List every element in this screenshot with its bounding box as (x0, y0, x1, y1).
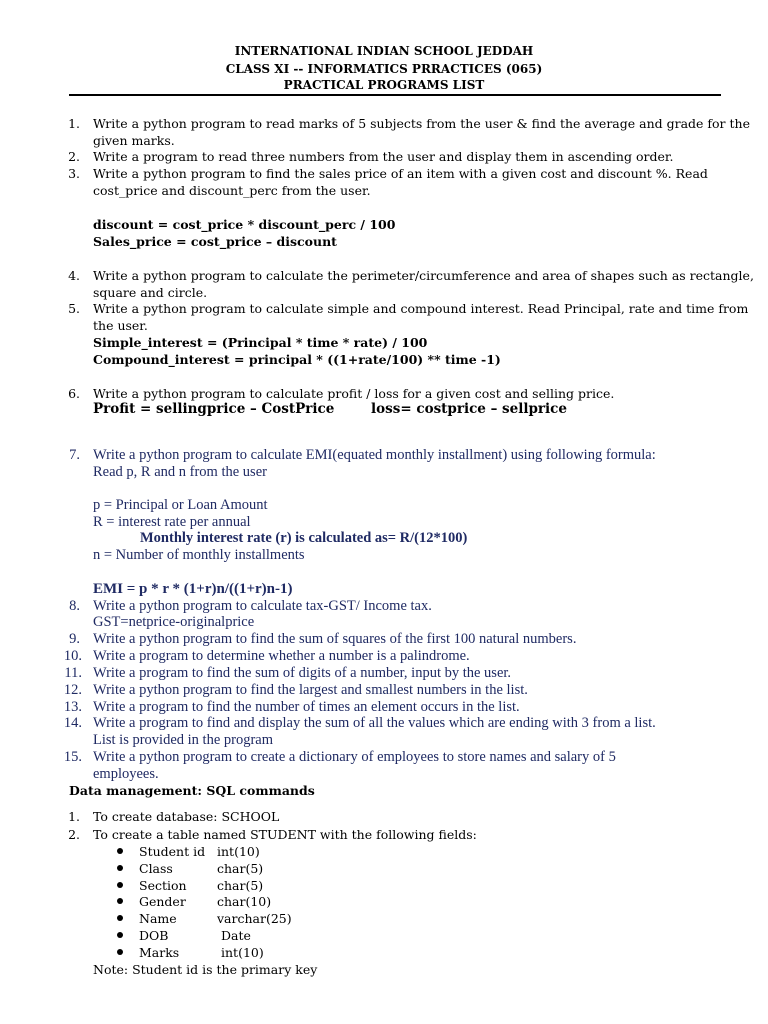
item-number: 6. (68, 386, 80, 401)
bullet-icon (117, 898, 123, 904)
header-rule (69, 94, 721, 96)
item-text: n = Number of monthly installments (93, 547, 305, 563)
field-name: DOB (139, 928, 169, 943)
item-text: Write a python program to find the sum of squares of the first 100 natural numbers. (93, 631, 577, 647)
item-text: Write a python program to calculate EMI(equated monthly installment) using following formula: (93, 447, 656, 463)
item-number: 13. (63, 699, 82, 715)
item-number: 9. (69, 631, 80, 647)
item-number: 12. (63, 682, 82, 698)
item-text: Write a program to find the sum of digits of a number, input by the user. (93, 665, 512, 681)
bullet-icon (117, 932, 123, 938)
item-text: List is provided in the program (93, 732, 274, 748)
item-text: square and circle. (93, 285, 208, 300)
item-text: Write a python program to calculate tax-GST/ Income tax. (93, 598, 432, 614)
formula: Sales_price = cost_price – discount (93, 234, 337, 249)
field-type: char(5) (217, 861, 264, 876)
item-text: Write a python program to find the sales price of an item with a given cost and discount %. Read (93, 166, 708, 181)
formula: Compound_interest = principal * ((1+rate/100) ** time -1) (93, 352, 501, 367)
field-name: Gender (139, 894, 186, 909)
formula: EMI = p * r * (1+r)n/((1+r)n-1) (93, 581, 293, 597)
item-text: Write a python program to create a dictionary of employees to store names and salary of 5 (93, 749, 616, 765)
bullet-icon (117, 848, 123, 854)
field-name: Marks (139, 945, 180, 960)
section-heading: Data management: SQL commands (69, 783, 315, 798)
item-number: 15. (63, 749, 82, 765)
item-text: Write a python program to calculate profit / loss for a given cost and selling price. (93, 386, 615, 401)
item-text: Write a python program to calculate simple and compound interest. Read Principal, rate and time from (93, 301, 749, 316)
item-text: cost_price and discount_perc from the user. (93, 183, 371, 198)
field-name: Student id (139, 844, 206, 859)
item-number: 3. (68, 166, 80, 181)
item-text: Write a program to determine whether a number is a palindrome. (93, 648, 470, 664)
field-type: char(10) (217, 894, 272, 909)
item-text: To create a table named STUDENT with the following fields: (93, 827, 477, 842)
item-number: 2. (68, 149, 80, 164)
item-number: 7. (69, 447, 80, 463)
item-number: 5. (68, 301, 80, 316)
item-text: Write a python program to find the largest and smallest numbers in the list. (93, 682, 528, 698)
formula: loss= costprice – sellprice (371, 401, 567, 417)
bullet-icon (117, 882, 123, 888)
field-type: int(10) (217, 844, 260, 859)
list-title: PRACTICAL PROGRAMS LIST (283, 78, 485, 92)
item-text: employees. (93, 766, 159, 782)
class-title: CLASS XI -- INFORMATICS PRRACTICES (065) (225, 62, 543, 76)
formula: discount = cost_price * discount_perc / 100 (93, 217, 396, 232)
field-type: int(10) (221, 945, 264, 960)
item-number: 11. (64, 665, 82, 681)
item-text: Read p, R and n from the user (93, 464, 267, 480)
item-text: Write a program to read three numbers from the user and display them in ascending order. (93, 149, 674, 164)
item-number: 2. (68, 827, 80, 842)
item-number: 4. (68, 268, 80, 283)
item-number: 10. (63, 648, 82, 664)
item-text: Write a python program to read marks of 5 subjects from the user & find the average and grade for the (93, 116, 750, 131)
school-name: INTERNATIONAL INDIAN SCHOOL JEDDAH (234, 44, 534, 58)
bullet-icon (117, 949, 123, 955)
formula: Simple_interest = (Principal * time * rate) / 100 (93, 335, 428, 350)
formula: Monthly interest rate (r) is calculated as= R/(12*100) (140, 530, 468, 546)
note-text: Note: Student id is the primary key (93, 962, 318, 977)
bullet-icon (117, 865, 123, 871)
item-text: given marks. (93, 133, 175, 148)
item-text: Write a python program to calculate the perimeter/circumference and area of shapes such as rectangle, (93, 268, 754, 283)
item-number: 14. (63, 715, 82, 731)
bullet-icon (117, 915, 123, 921)
item-text: Write a program to find the number of times an element occurs in the list. (93, 699, 520, 715)
item-text: R = interest rate per annual (93, 514, 251, 530)
field-name: Section (139, 878, 187, 893)
item-text: GST=netprice-originalprice (93, 614, 255, 630)
item-text: p = Principal or Loan Amount (93, 497, 268, 513)
item-number: 1. (68, 116, 80, 131)
item-text: the user. (93, 318, 148, 333)
item-text: To create database: SCHOOL (93, 809, 280, 824)
field-type: char(5) (217, 878, 264, 893)
field-name: Class (139, 861, 173, 876)
item-number: 8. (69, 598, 80, 614)
field-name: Name (139, 911, 177, 926)
item-text: Write a program to find and display the sum of all the values which are ending with 3 from a list. (93, 715, 656, 731)
formula: Profit = sellingprice – CostPrice (93, 401, 335, 417)
field-type: varchar(25) (217, 911, 292, 926)
item-number: 1. (68, 809, 80, 824)
field-type: Date (221, 928, 251, 943)
